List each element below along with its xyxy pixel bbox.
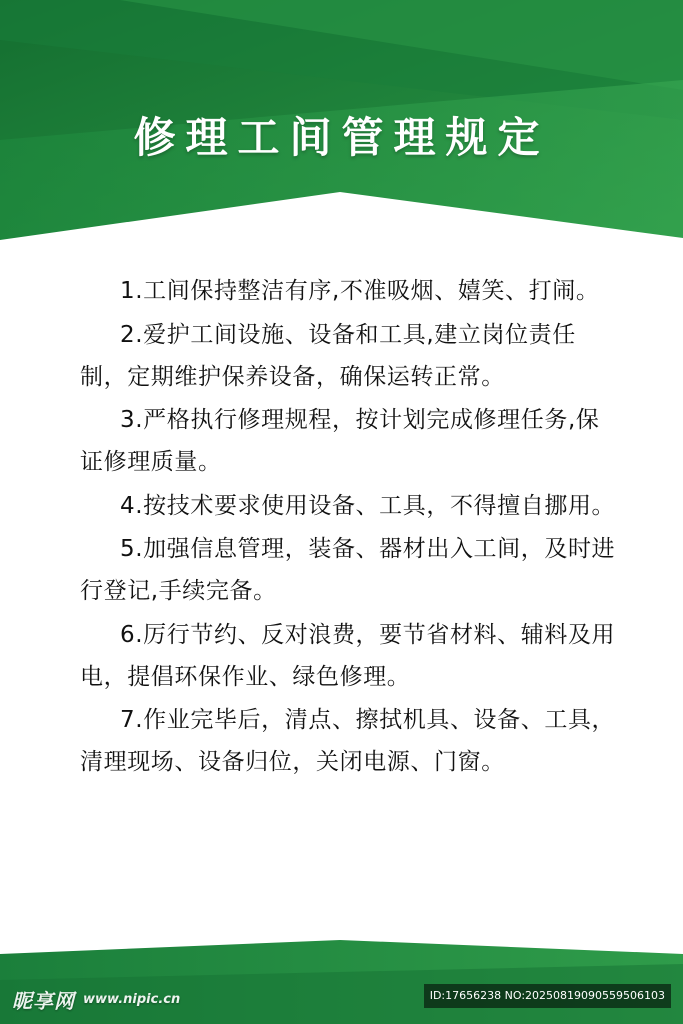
rules-list	[80, 270, 620, 785]
rule-item-2: 2.爱护工间设施、设备和工具,建立岗位责任制，定期维护保养设备，确保运转正常。	[80, 321, 576, 390]
rule-item-3: 3.严格执行修理规程，按计划完成修理任务,保证修理质量。	[80, 407, 600, 475]
rule-item-1: 1.工间保持整洁有序,不准吸烟、嬉笑、打闹。	[120, 278, 600, 304]
watermark-logo: 昵享网	[12, 988, 75, 1013]
page-title: 修理工间管理规定	[133, 113, 550, 162]
rule-item-4: 4.按技术要求使用设备、工具，不得擅自挪用。	[120, 492, 616, 519]
rule-item-6: 6.厉行节约、反对浪费，要节省材料、辅料及用电，提倡环保作业、绿色修理。	[80, 621, 616, 690]
image-id-label: ID:17656238 NO:20250819090559506103	[424, 984, 671, 1008]
watermark-site: www.nipic.cn	[83, 991, 181, 1007]
rule-item-5: 5.加强信息管理，装备、器材出入工间，及时进行登记,手续完备。	[80, 536, 616, 604]
header-band	[0, 0, 683, 240]
watermark	[12, 986, 180, 1012]
rule-item-7: 7.作业完毕后，清点、擦拭机具、设备、工具，清理现场、设备归位，关闭电源、门窗。	[80, 707, 616, 775]
